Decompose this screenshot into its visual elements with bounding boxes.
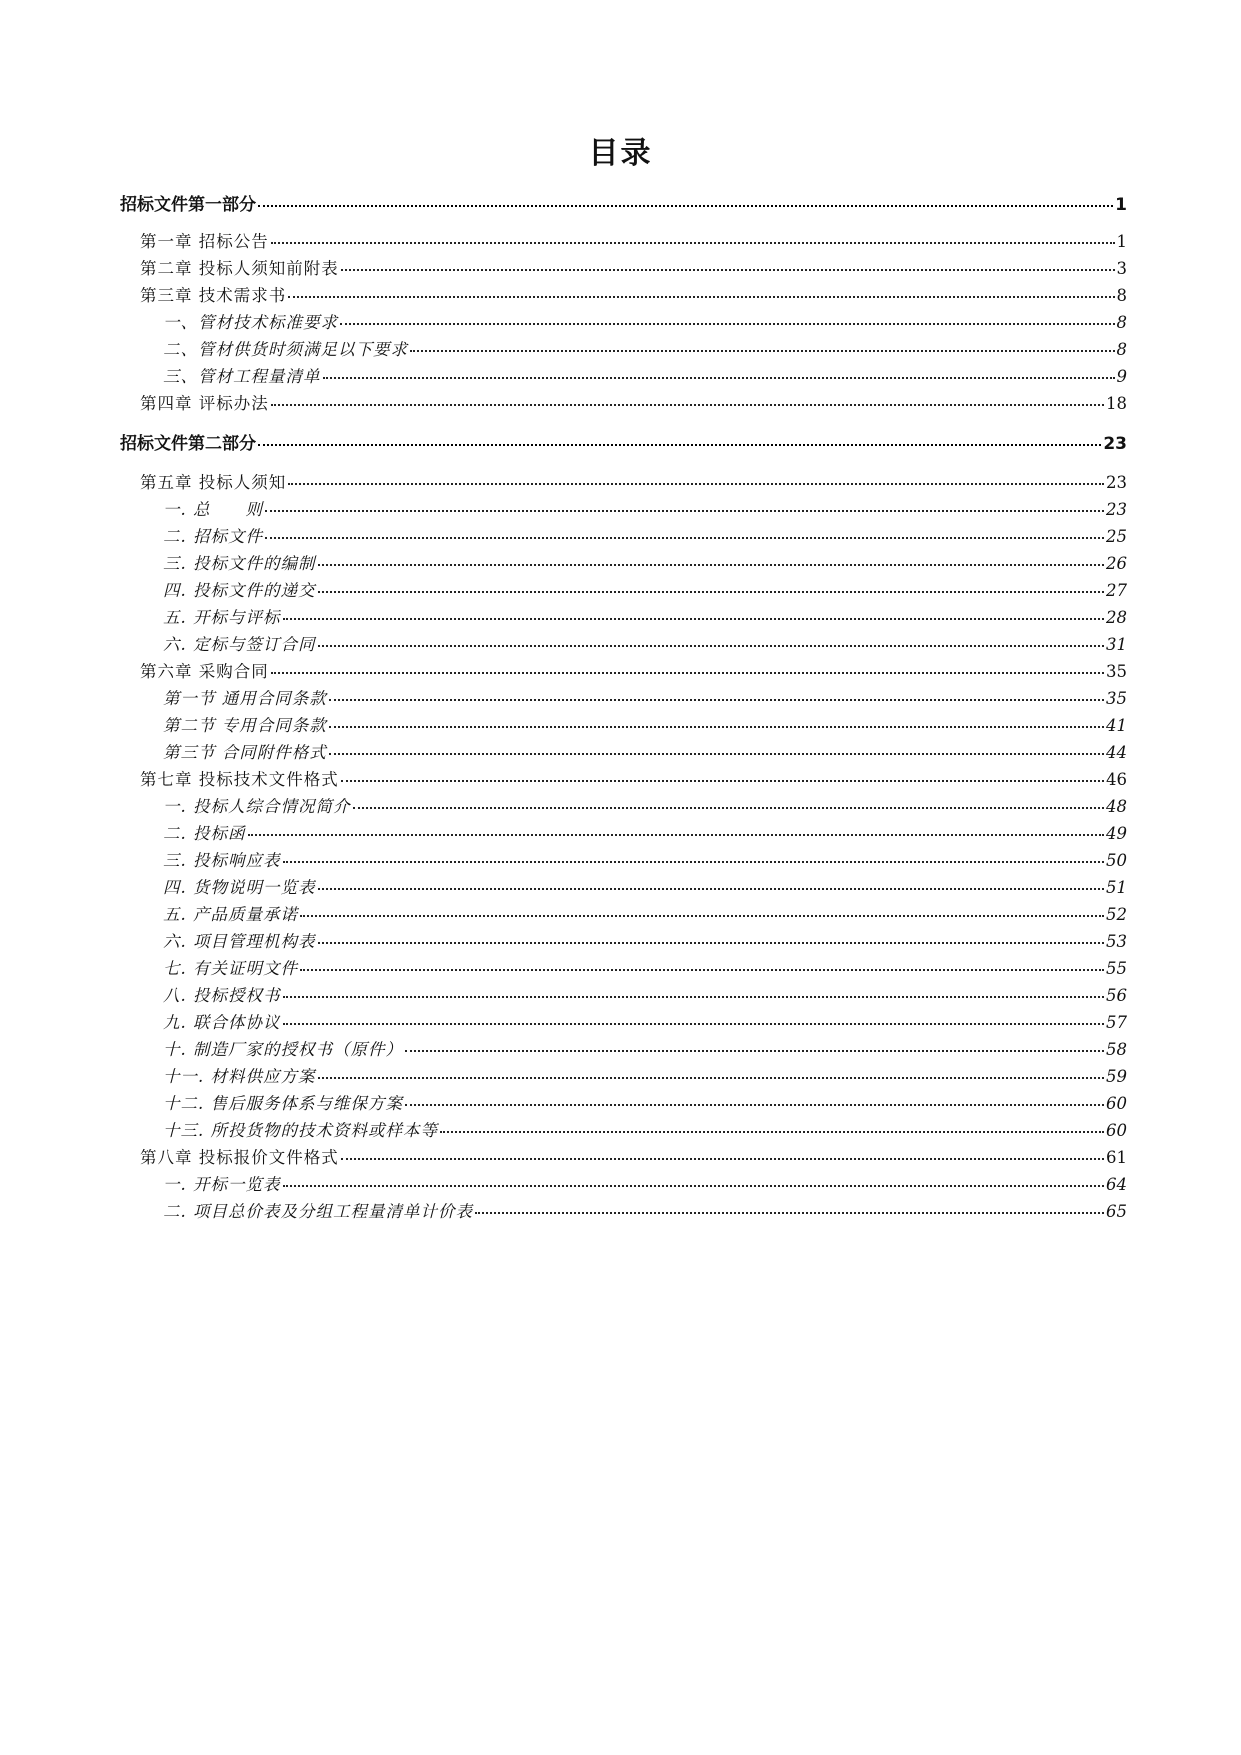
- toc-entry-section[interactable]: [163, 1063, 1127, 1087]
- toc-entry-section[interactable]: [163, 928, 1127, 952]
- toc-entry-chapter[interactable]: [140, 255, 1127, 279]
- toc-entry-page: 58: [1106, 1040, 1127, 1059]
- toc-entry-page: 48: [1106, 797, 1127, 816]
- toc-entry-section[interactable]: [163, 1171, 1127, 1195]
- toc-entry-section[interactable]: [163, 1009, 1127, 1033]
- toc-leader-dots: [271, 672, 1104, 674]
- toc-entry-page: 1: [1116, 232, 1127, 251]
- toc-leader-dots: [283, 861, 1105, 863]
- toc-entry-label: 招标文件第二部分: [120, 434, 256, 454]
- toc-entry-page: 35: [1106, 662, 1127, 681]
- toc-leader-dots: [288, 483, 1104, 485]
- toc-entry-page: 55: [1106, 959, 1127, 978]
- toc-leader-dots: [323, 377, 1115, 379]
- toc-entry-chapter[interactable]: [140, 658, 1127, 682]
- toc-entry-page: 59: [1106, 1067, 1127, 1086]
- toc-entry-page: 23: [1103, 434, 1127, 454]
- toc-entry-label: 一. 总 则: [163, 500, 263, 519]
- toc-leader-dots: [318, 942, 1105, 944]
- toc-entry-section[interactable]: [163, 955, 1127, 979]
- toc-entry-label: 七. 有关证明文件: [163, 959, 298, 978]
- toc-entry-label: 三. 投标文件的编制: [163, 554, 316, 573]
- toc-entry-page: 65: [1106, 1202, 1127, 1221]
- toc-entry-label: 五. 产品质量承诺: [163, 905, 298, 924]
- toc-leader-dots: [405, 1104, 1104, 1106]
- toc-leader-dots: [283, 1023, 1105, 1025]
- toc-leader-dots: [265, 537, 1104, 539]
- toc-entry-page: 23: [1106, 500, 1127, 519]
- toc-entry-label: 第一章 招标公告: [140, 232, 269, 251]
- toc-entry-page: 50: [1106, 851, 1127, 870]
- toc-entry-page: 64: [1106, 1175, 1127, 1194]
- toc-leader-dots: [271, 404, 1104, 406]
- toc-entry-label: 招标文件第一部分: [120, 195, 256, 215]
- toc-leader-dots: [475, 1212, 1104, 1214]
- toc-entry-chapter[interactable]: [140, 282, 1127, 306]
- toc-entry-label: 三. 投标响应表: [163, 851, 281, 870]
- toc-entry-page: 46: [1106, 770, 1127, 789]
- toc-leader-dots: [341, 1158, 1104, 1160]
- toc-leader-dots: [329, 726, 1104, 728]
- toc-leader-dots: [329, 753, 1104, 755]
- toc-entry-section[interactable]: [163, 363, 1127, 387]
- toc-leader-dots: [318, 1077, 1105, 1079]
- toc-entry-part[interactable]: [120, 429, 1127, 453]
- toc-entry-section[interactable]: [163, 685, 1127, 709]
- toc-entry-section[interactable]: [163, 577, 1127, 601]
- toc-entry-label: 一、管材技术标准要求: [163, 313, 338, 332]
- toc-entry-page: 31: [1106, 635, 1127, 654]
- toc-leader-dots: [300, 969, 1104, 971]
- toc-entry-label: 十三. 所投货物的技术资料或样本等: [163, 1121, 438, 1140]
- toc-entry-label: 第一节 通用合同条款: [163, 689, 327, 708]
- toc-entry-section[interactable]: [163, 982, 1127, 1006]
- toc-entry-section[interactable]: [163, 847, 1127, 871]
- toc-entry-section[interactable]: [163, 309, 1127, 333]
- toc-entry-section[interactable]: [163, 496, 1127, 520]
- toc-entry-chapter[interactable]: [140, 766, 1127, 790]
- toc-entry-chapter[interactable]: [140, 228, 1127, 252]
- toc-entry-page: 44: [1106, 743, 1127, 762]
- toc-entry-label: 八. 投标授权书: [163, 986, 281, 1005]
- toc-entry-page: 52: [1106, 905, 1127, 924]
- toc-entry-page: 57: [1106, 1013, 1127, 1032]
- toc-entry-section[interactable]: [163, 631, 1127, 655]
- toc-entry-section[interactable]: [163, 604, 1127, 628]
- toc-entry-label: 第六章 采购合同: [140, 662, 269, 681]
- toc-entry-label: 第五章 投标人须知: [140, 473, 287, 492]
- toc-entry-label: 第二章 投标人须知前附表: [140, 259, 339, 278]
- toc-entry-page: 56: [1106, 986, 1127, 1005]
- toc-entry-label: 十二. 售后服务体系与维保方案: [163, 1094, 403, 1113]
- toc-entry-page: 60: [1106, 1121, 1127, 1140]
- toc-entry-label: 二. 项目总价表及分组工程量清单计价表: [163, 1202, 473, 1221]
- toc-entry-label: 二. 投标函: [163, 824, 246, 843]
- toc-entry-label: 第七章 投标技术文件格式: [140, 770, 339, 789]
- toc-entry-section[interactable]: [163, 550, 1127, 574]
- toc-entry-page: 8: [1116, 340, 1127, 359]
- toc-entry-label: 第八章 投标报价文件格式: [140, 1148, 339, 1167]
- toc-leader-dots: [248, 834, 1105, 836]
- toc-entry-section[interactable]: [163, 1117, 1127, 1141]
- toc-entry-page: 3: [1116, 259, 1127, 278]
- toc-entry-label: 三、管材工程量清单: [163, 367, 321, 386]
- toc-entry-section[interactable]: [163, 820, 1127, 844]
- toc-leader-dots: [265, 510, 1104, 512]
- toc-entry-label: 九. 联合体协议: [163, 1013, 281, 1032]
- toc-leader-dots: [340, 323, 1115, 325]
- toc-entry-section[interactable]: [163, 874, 1127, 898]
- toc-entry-label: 第三章 技术需求书: [140, 286, 287, 305]
- toc-entry-label: 一. 开标一览表: [163, 1175, 281, 1194]
- toc-entry-label: 六. 定标与签订合同: [163, 635, 316, 654]
- toc-entry-page: 25: [1106, 527, 1127, 546]
- toc-entry-page: 51: [1106, 878, 1127, 897]
- toc-leader-dots: [271, 242, 1115, 244]
- toc-leader-dots: [318, 564, 1105, 566]
- toc-leader-dots: [405, 1050, 1104, 1052]
- toc-leader-dots: [300, 915, 1104, 917]
- toc-leader-dots: [318, 888, 1105, 890]
- toc-entry-section[interactable]: [163, 739, 1127, 763]
- toc-entry-label: 十. 制造厂家的授权书（原件）: [163, 1040, 403, 1059]
- toc-entry-page: 1: [1115, 195, 1127, 215]
- toc-entry-label: 六. 项目管理机构表: [163, 932, 316, 951]
- toc-entry-label: 二. 招标文件: [163, 527, 263, 546]
- toc-entry-page: 49: [1106, 824, 1127, 843]
- toc-leader-dots: [318, 591, 1105, 593]
- toc-leader-dots: [410, 350, 1115, 352]
- toc-entry-page: 60: [1106, 1094, 1127, 1113]
- toc-entry-label: 第二节 专用合同条款: [163, 716, 327, 735]
- toc-entry-chapter[interactable]: [140, 1144, 1127, 1168]
- toc-leader-dots: [258, 205, 1113, 207]
- toc-entry-label: 一. 投标人综合情况简介: [163, 797, 351, 816]
- toc-leader-dots: [283, 1185, 1105, 1187]
- toc-entry-label: 二、管材供货时须满足以下要求: [163, 340, 408, 359]
- toc-title: 目录: [588, 136, 653, 171]
- toc-leader-dots: [440, 1131, 1104, 1133]
- toc-entry-page: 27: [1106, 581, 1127, 600]
- toc-entry-page: 61: [1106, 1148, 1127, 1167]
- toc-entry-page: 9: [1116, 367, 1127, 386]
- toc-entry-section[interactable]: [163, 712, 1127, 736]
- toc-entry-label: 第三节 合同附件格式: [163, 743, 327, 762]
- toc-entry-section[interactable]: [163, 793, 1127, 817]
- toc-entry-page: 53: [1106, 932, 1127, 951]
- toc-entry-chapter[interactable]: [140, 390, 1127, 414]
- toc-entry-section[interactable]: [163, 523, 1127, 547]
- toc-leader-dots: [353, 807, 1105, 809]
- toc-leader-dots: [318, 645, 1105, 647]
- toc-leader-dots: [283, 618, 1105, 620]
- toc-entry-label: 四. 货物说明一览表: [163, 878, 316, 897]
- toc-leader-dots: [258, 444, 1101, 446]
- toc-entry-label: 第四章 评标办法: [140, 394, 269, 413]
- toc-entry-page: 35: [1106, 689, 1127, 708]
- toc-entry-page: 8: [1116, 286, 1127, 305]
- toc-leader-dots: [341, 269, 1115, 271]
- toc-leader-dots: [288, 296, 1114, 298]
- toc-entry-page: 23: [1106, 473, 1127, 492]
- toc-entry-page: 28: [1106, 608, 1127, 627]
- toc-entry-page: 41: [1106, 716, 1127, 735]
- toc-leader-dots: [341, 780, 1104, 782]
- toc-entry-chapter[interactable]: [140, 469, 1127, 493]
- toc-leader-dots: [329, 699, 1104, 701]
- toc-leader-dots: [283, 996, 1105, 998]
- toc-entry-section[interactable]: [163, 1090, 1127, 1114]
- toc-entry-section[interactable]: [163, 1198, 1127, 1222]
- toc-entry-label: 四. 投标文件的递交: [163, 581, 316, 600]
- toc-entry-part[interactable]: [120, 190, 1127, 214]
- toc-entry-label: 五. 开标与评标: [163, 608, 281, 627]
- toc-entry-page: 8: [1116, 313, 1127, 332]
- toc-entry-page: 26: [1106, 554, 1127, 573]
- toc-entry-section[interactable]: [163, 336, 1127, 360]
- toc-entry-section[interactable]: [163, 901, 1127, 925]
- toc-entry-page: 18: [1106, 394, 1127, 413]
- toc-entry-label: 十一. 材料供应方案: [163, 1067, 316, 1086]
- toc-entry-section[interactable]: [163, 1036, 1127, 1060]
